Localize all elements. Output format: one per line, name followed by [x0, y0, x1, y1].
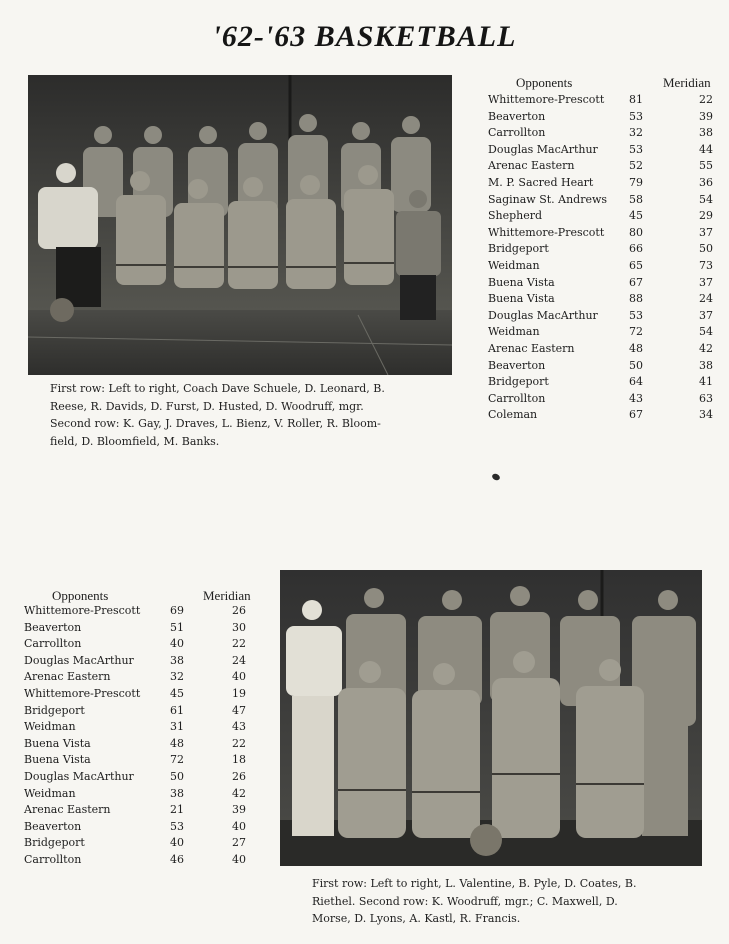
score-row	[488, 259, 720, 276]
opponent-score: 64	[629, 375, 643, 389]
score-row	[488, 110, 720, 127]
meridian-score: 54	[699, 325, 713, 339]
caption-line: Riethel. Second row: K. Woodruff, mgr.; C. Maxwell, D.	[312, 894, 618, 908]
opponent-name: Arenac Eastern	[488, 342, 575, 355]
opponent-name: Beaverton	[24, 620, 82, 634]
meridian-score: 73	[699, 259, 713, 272]
meridian-score: 42	[232, 786, 246, 800]
opponent-name: Bridgeport	[24, 703, 85, 717]
opponent-name: Whittemore-Prescott	[24, 604, 141, 617]
opponent-score: 40	[170, 637, 184, 651]
score-row	[488, 375, 720, 392]
meridian-score: 37	[699, 308, 713, 322]
opponent-score: 45	[629, 209, 643, 223]
opponent-score: 69	[170, 604, 184, 617]
opponent-score: 61	[170, 703, 184, 717]
opponent-score: 46	[170, 853, 184, 866]
meridian-score: 55	[699, 159, 713, 173]
meridian-score: 34	[699, 408, 713, 422]
score-row	[488, 159, 720, 176]
opponent-score: 88	[629, 292, 643, 306]
meridian-score: 63	[699, 391, 713, 405]
score-row	[488, 408, 720, 425]
score-row	[488, 176, 720, 193]
score-row	[488, 226, 720, 243]
score-row	[24, 604, 264, 621]
opponent-score: 72	[629, 325, 643, 339]
opponent-name: Whittemore-Prescott	[488, 225, 605, 239]
opponent-score: 21	[170, 803, 184, 817]
opponent-name: Buena Vista	[488, 292, 555, 306]
opponent-name: Bridgeport	[488, 375, 549, 389]
caption-line: field, D. Bloomfield, M. Banks.	[50, 434, 220, 448]
opponent-name: Bridgeport	[24, 836, 85, 850]
ink-smudge	[491, 473, 501, 482]
meridian-score: 18	[232, 753, 246, 767]
opponent-score: 51	[170, 620, 184, 634]
score-row	[24, 637, 264, 654]
opponent-name: M. P. Sacred Heart	[488, 176, 594, 189]
meridian-score: 24	[699, 292, 713, 306]
opponent-score: 80	[629, 225, 643, 239]
varsity-team-photo	[28, 75, 452, 375]
meridian-score: 54	[699, 192, 713, 206]
score-row	[24, 720, 264, 737]
meridian-score: 39	[232, 803, 246, 817]
opponent-name: Coleman	[488, 408, 538, 422]
score-row	[24, 737, 264, 754]
opponent-name: Whittemore-Prescott	[24, 687, 141, 700]
score-row	[488, 209, 720, 226]
opponent-name: Beaverton	[488, 109, 546, 123]
meridian-score: 47	[232, 703, 246, 717]
meridian-score: 38	[699, 358, 713, 372]
meridian-score: 26	[232, 604, 246, 617]
meridian-score: 29	[699, 209, 713, 223]
opponent-score: 31	[170, 720, 184, 734]
opponent-score: 38	[170, 786, 184, 800]
caption-line: First row: Left to right, L. Valentine, B. Pyle, D. Coates, B.	[312, 877, 637, 890]
opponent-score: 72	[170, 753, 184, 767]
score-row	[488, 242, 720, 259]
opponent-score: 50	[629, 358, 643, 372]
opponent-score: 48	[170, 736, 184, 750]
opponent-score: 43	[629, 391, 643, 405]
page-title: '62-'63 BASKETBALL	[212, 20, 517, 53]
score-row	[488, 309, 720, 326]
opponent-name: Shepherd	[488, 209, 543, 223]
opponent-name: Douglas MacArthur	[24, 653, 134, 667]
opponent-name: Weidman	[488, 259, 540, 272]
score-row	[488, 193, 720, 210]
opponent-name: Arenac Eastern	[24, 670, 111, 684]
opponent-name: Buena Vista	[488, 275, 555, 289]
opponent-name: Arenac Eastern	[488, 159, 575, 173]
score-row	[488, 276, 720, 293]
opponent-score: 53	[170, 819, 184, 833]
score-row	[24, 853, 264, 870]
meridian-score: 41	[699, 375, 713, 389]
opponent-score: 38	[170, 653, 184, 667]
score-row	[488, 292, 720, 309]
opponent-name: Beaverton	[24, 819, 82, 833]
meridian-score: 37	[699, 275, 713, 289]
opponents-header: Opponents	[516, 75, 573, 90]
meridian-score: 36	[699, 176, 713, 189]
meridian-score: 30	[232, 620, 246, 634]
meridian-score: 50	[699, 242, 713, 256]
opponent-name: Carrollton	[488, 391, 546, 405]
score-row	[24, 687, 264, 704]
caption-line: Second row: K. Gay, J. Draves, L. Bienz, V. Roller, R. Bloom-	[50, 417, 381, 430]
caption-line: First row: Left to right, Coach Dave Schuele, D. Leonard, B.	[50, 382, 385, 395]
opponent-score: 32	[629, 126, 643, 140]
opponent-name: Arenac Eastern	[24, 803, 111, 817]
reserve-scores-table	[24, 588, 264, 878]
opponent-name: Douglas MacArthur	[488, 308, 598, 322]
opponent-name: Buena Vista	[24, 736, 91, 750]
score-row	[24, 654, 264, 671]
meridian-score: 26	[232, 770, 246, 783]
score-row	[488, 325, 720, 342]
score-row	[488, 342, 720, 359]
opponent-score: 50	[170, 770, 184, 783]
score-row	[488, 143, 720, 160]
meridian-score: 39	[699, 109, 713, 123]
opponent-score: 53	[629, 142, 643, 156]
opponent-score: 58	[629, 192, 643, 206]
meridian-score: 22	[699, 93, 713, 106]
opponent-name: Beaverton	[488, 358, 546, 372]
varsity-scores-table	[488, 75, 720, 425]
meridian-score: 22	[232, 736, 246, 750]
opponent-score: 53	[629, 109, 643, 123]
meridian-score: 19	[232, 687, 246, 700]
opponent-name: Buena Vista	[24, 753, 91, 767]
opponent-name: Weidman	[24, 786, 76, 800]
reserve-team-photo	[280, 570, 702, 866]
caption-line: Morse, D. Lyons, A. Kastl, R. Francis.	[312, 912, 521, 925]
meridian-score: 37	[699, 225, 713, 239]
score-row	[24, 803, 264, 820]
score-row	[24, 753, 264, 770]
opponent-score: 53	[629, 308, 643, 322]
meridian-header: Meridian	[203, 588, 251, 603]
meridian-score: 44	[699, 142, 713, 156]
score-row	[24, 770, 264, 787]
opponent-score: 81	[629, 93, 643, 106]
opponent-score: 79	[629, 176, 643, 189]
score-row	[24, 704, 264, 721]
opponent-name: Bridgeport	[488, 242, 549, 256]
opponent-score: 40	[170, 836, 184, 850]
opponent-name: Saginaw St. Andrews	[488, 192, 608, 206]
varsity-photo-caption	[50, 380, 450, 450]
opponent-name: Douglas MacArthur	[24, 770, 134, 783]
opponent-score: 65	[629, 259, 643, 272]
opponent-score: 52	[629, 159, 643, 173]
score-row	[24, 787, 264, 804]
caption-line: Reese, R. Davids, D. Furst, D. Husted, D. Woodruff, mgr.	[50, 399, 364, 413]
opponent-name: Carrollton	[24, 637, 82, 651]
opponent-score: 45	[170, 687, 184, 700]
score-row	[24, 820, 264, 837]
opponent-name: Douglas MacArthur	[488, 142, 598, 156]
opponents-header: Opponents	[52, 588, 109, 603]
reserve-photo-caption	[312, 875, 712, 928]
opponent-name: Whittemore-Prescott	[488, 93, 605, 106]
meridian-score: 38	[699, 126, 713, 140]
opponent-score: 67	[629, 408, 643, 422]
meridian-score: 42	[699, 342, 713, 355]
meridian-score: 40	[232, 819, 246, 833]
score-row	[488, 126, 720, 143]
opponent-name: Carrollton	[24, 853, 82, 866]
meridian-score: 27	[232, 836, 246, 850]
meridian-score: 22	[232, 637, 246, 651]
opponent-score: 48	[629, 342, 643, 355]
opponent-score: 67	[629, 275, 643, 289]
opponent-score: 66	[629, 242, 643, 256]
meridian-score: 24	[232, 653, 246, 667]
score-row	[488, 93, 720, 110]
score-row	[24, 836, 264, 853]
score-row	[488, 392, 720, 409]
opponent-name: Weidman	[24, 720, 76, 734]
meridian-score: 40	[232, 853, 246, 866]
meridian-score: 43	[232, 720, 246, 734]
opponent-score: 32	[170, 670, 184, 684]
score-row	[488, 359, 720, 376]
opponent-name: Carrollton	[488, 126, 546, 140]
meridian-score: 40	[232, 670, 246, 684]
score-row	[24, 621, 264, 638]
opponent-name: Weidman	[488, 325, 540, 339]
score-row	[24, 670, 264, 687]
meridian-header: Meridian	[663, 75, 711, 90]
